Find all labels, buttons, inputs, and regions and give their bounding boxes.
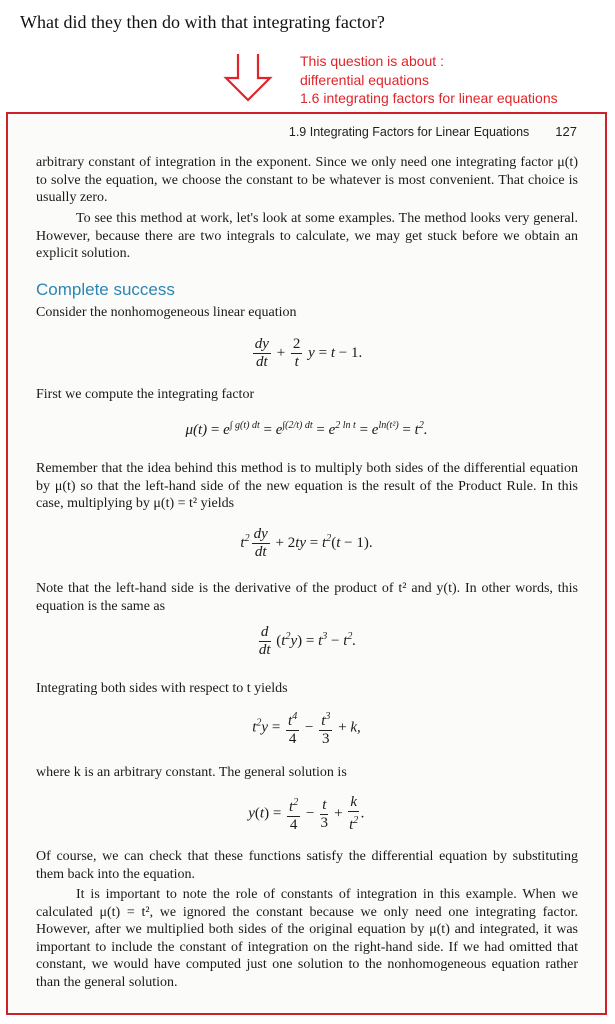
running-header: 1.9 Integrating Factors for Linear Equations: [288, 125, 530, 139]
paragraph-10: It is important to note the role of constants of integration in this example. When we calculated μ(t) = t², we ignored the constant because we only need one integrating factor. However, after we multiplied both sides of the original equation by μ(t) and integrated, it was important to include the constant of integration on the right-hand side. If we had omitted that constant, we would have computed just one solution to the nonhomogeneous equation rather than the general solution.: [36, 887, 578, 990]
page-number: 127: [555, 124, 577, 139]
annotation-line-3: 1.6 integrating factors for linear equations: [300, 90, 558, 106]
paragraph-1: arbitrary constant of integration in the exponent. Since we only need one integrating factor μ(t) to solve the equation, we choose the constant to be whatever is most convenient. That choice is usually zero.: [36, 155, 578, 205]
annotation-note: [300, 52, 558, 108]
page-header: [289, 124, 577, 139]
equation-3: $t^2$ $\frac{dy}{dt}$ + $2ty = t^2(t - 1)$.: [240, 526, 373, 560]
paragraph-8: where k is an arbitrary constant. The general solution is: [36, 765, 347, 780]
paragraph-9: Of course, we can check that these functions satisfy the differential equation by substituting them back into the equation.: [36, 849, 578, 882]
paragraph-5: Remember that the idea behind this method is to multiply both sides of the differential equation by μ(t) so that the left-hand side of the new equation is the result of the Product Rule. In this case, multiplying by μ(t) = t² yields: [36, 461, 578, 511]
paragraph-6: Note that the left-hand side is the derivative of the product of t² and y(t). In other words, this equation is the same as: [36, 581, 578, 614]
section-heading: Complete success: [36, 280, 175, 299]
textbook-page: [8, 114, 605, 1013]
equation-2: $\mu(t) = e^{\int g(t) dt} = e^{\int(2/t) dt} = e^{2 ln t} = e^{ln(t^2)} = t^2$.: [185, 420, 428, 438]
paragraph-2: To see this method at work, let's look at some examples. The method looks very general. However, because there are two integrals to calculate, we may get stuck before we obtain an explicit solution.: [36, 211, 578, 261]
paragraph-3: Consider the nonhomogeneous linear equation: [36, 305, 297, 320]
equation-5: $t^2y$ = $\frac{t^4}{4}$ − $\frac{t^3}{3}$ + k,: [8, 708, 605, 748]
down-arrow-icon: [222, 52, 274, 104]
paragraph-4: First we compute the integrating factor: [36, 387, 255, 402]
question-text: What did they then do with that integrating factor?: [20, 12, 385, 32]
paragraph-7: Integrating both sides with respect to t yields: [36, 681, 288, 696]
equation-4: $\frac{d}{dt}$ $(t^2y) = t^3 - t^2$.: [258, 624, 357, 658]
annotation-line-2: differential equations: [300, 71, 429, 88]
equation-1: $\frac{dy}{dt}$ + $\frac{2}{t}$ y = t − 1.: [254, 336, 363, 370]
annotation-line-1: This question is about :: [300, 53, 444, 69]
equation-6: y(t) = $\frac{t^2}{4}$ − $\frac{t}{3}$ + $\frac{k}{t^2}$ .: [248, 794, 365, 833]
